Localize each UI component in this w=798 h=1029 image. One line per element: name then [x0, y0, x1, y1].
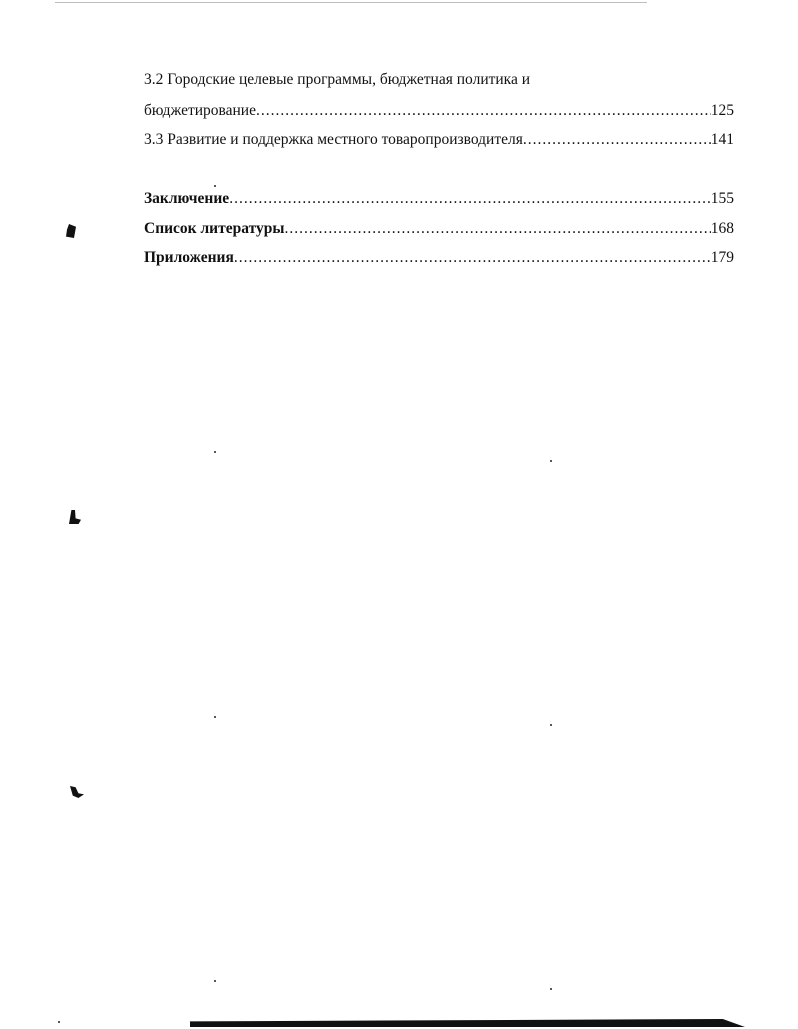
binder-hole-mark — [70, 786, 84, 798]
scan-speck — [58, 1021, 60, 1023]
toc-entry-references — [144, 219, 734, 239]
toc-entry-3-2-line2 — [144, 101, 734, 121]
toc-leader-dots — [229, 189, 711, 209]
toc-leader-dots — [523, 130, 711, 150]
toc-leader-dots — [256, 101, 711, 121]
toc-entry-appendices — [144, 248, 734, 268]
scan-speck — [214, 451, 216, 453]
scan-speck — [214, 185, 216, 187]
toc-entry-3-3-page: 141 — [710, 131, 734, 148]
toc-entry-3-3-title: 3.3 Развитие и поддержка местного товаропроизводителя — [144, 131, 523, 148]
scan-speck — [214, 716, 216, 718]
toc-entry-3-2-line1 — [144, 70, 734, 90]
scan-speck — [550, 724, 552, 726]
top-rule — [55, 2, 647, 3]
toc-entry-appendices-title: Приложения — [144, 249, 234, 266]
toc-entry-3-2-title-cont: бюджетирование — [144, 102, 256, 119]
toc-entry-references-title: Список литературы — [144, 220, 285, 237]
toc-leader-dots — [234, 248, 711, 268]
binder-hole-mark — [69, 510, 81, 524]
toc-entry-3-3 — [144, 130, 734, 150]
toc-entry-3-2-page: 125 — [710, 102, 734, 119]
toc-entry-conclusion — [144, 189, 734, 209]
toc-leader-dots — [284, 219, 710, 239]
scan-speck — [214, 980, 216, 982]
scan-speck — [550, 460, 552, 462]
toc-entry-conclusion-title: Заключение — [144, 190, 230, 207]
toc-entry-references-page: 168 — [710, 220, 734, 237]
binder-hole-mark — [66, 224, 76, 238]
scan-speck — [550, 988, 552, 990]
toc-entry-3-2-title: 3.2 Городские целевые программы, бюджетная политика и — [144, 71, 531, 88]
toc-entry-conclusion-page: 155 — [710, 190, 734, 207]
scan-edge-shadow — [190, 1019, 745, 1027]
toc-entry-appendices-page: 179 — [710, 249, 734, 266]
